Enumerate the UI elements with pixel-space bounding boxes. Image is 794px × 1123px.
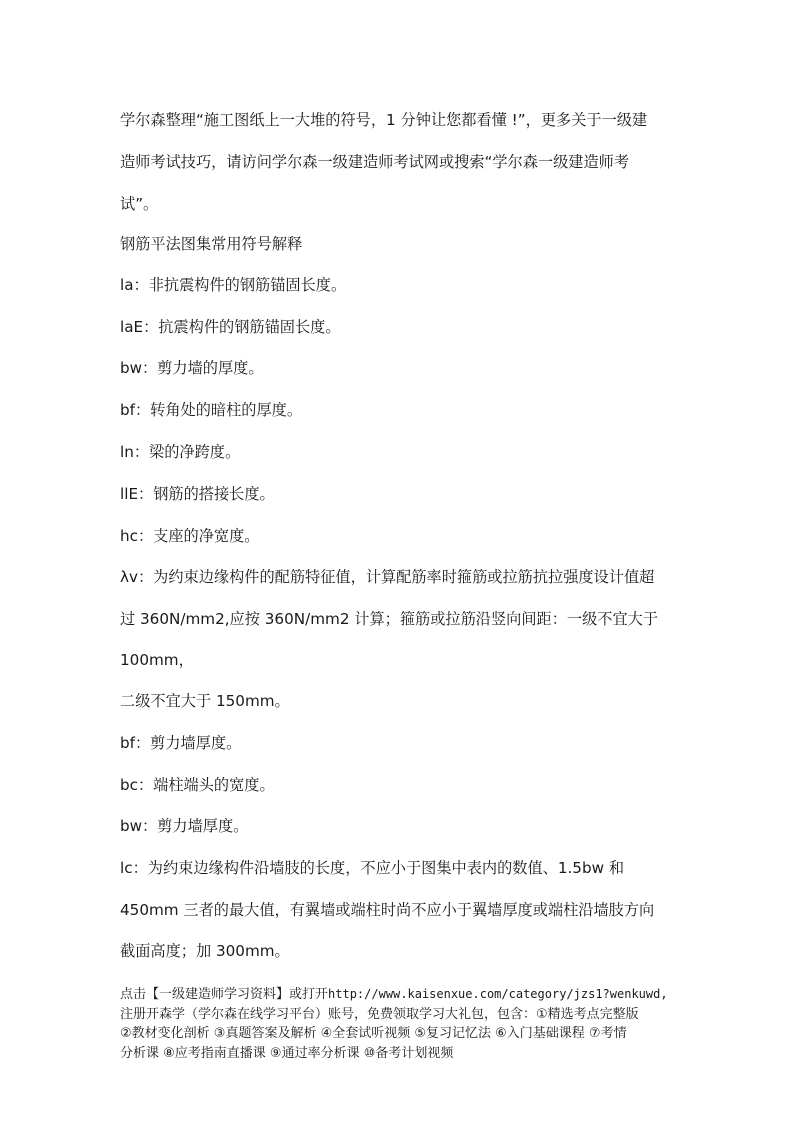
promo-footer — [120, 985, 680, 1063]
definition-lambda-v-line-2: 过 360N/mm2,应按 360N/mm2 计算；箍筋或拉筋沿竖向间距：一级不宜大于 — [120, 610, 659, 628]
definition-lc-line-3: 截面高度；加 300mm。 — [120, 942, 290, 960]
definition-ln: ln：梁的净跨度。 — [120, 443, 241, 461]
intro-line-1: 学尔森整理“施工图纸上一大堆的符号，1 分钟让您都看懂 !”，更多关于一级建 — [120, 111, 648, 129]
intro-line-2: 造师考试技巧，请访问学尔森一级建造师考试网或搜索“学尔森一级建造师考 — [120, 153, 630, 171]
definition-lambda-v-line-3: 100mm， — [120, 651, 194, 669]
promo-line-1 — [120, 985, 680, 1005]
intro-line-3: 试”。 — [120, 195, 159, 213]
definition-lambda-v-line-1: λv：为约束边缘构件的配筋特征值，计算配筋率时箍筋或拉筋抗拉强度设计值超 — [120, 568, 655, 586]
definition-lc-line-2: 450mm 三者的最大值，有翼墙或端柱时尚不应小于翼墙厚度或端柱沿墙肢方向 — [120, 901, 655, 919]
definition-bc: bc：端柱端头的宽度。 — [120, 776, 275, 794]
promo-url-link[interactable]: http://www.kaisenxue.com/category/jzs1?wenkuwd, — [328, 987, 668, 1001]
definition-lc-line-1: lc：为约束边缘构件沿墙肢的长度，不应小于图集中表内的数值、1.5bw 和 — [120, 859, 625, 877]
promo-link-label[interactable]: 点击【一级建造师学习资料】或打开 — [120, 987, 329, 1002]
definition-bw: bw：剪力墙的厚度。 — [120, 359, 264, 377]
definition-lle: llE：钢筋的搭接长度。 — [120, 485, 275, 503]
definition-bf-2: bf：剪力墙厚度。 — [120, 734, 242, 752]
definition-lae: laE：抗震构件的钢筋锚固长度。 — [120, 318, 341, 336]
promo-line-3: ②教材变化剖析 ③真题答案及解析 ④全套试听视频 ⑤复习记忆法 ⑥入门基础课程 ⑦考情 — [120, 1026, 627, 1041]
section-heading: 钢筋平法图集常用符号解释 — [120, 235, 303, 253]
definition-hc: hc：支座的净宽度。 — [120, 527, 260, 545]
definition-bf: bf：转角处的暗柱的厚度。 — [120, 401, 303, 419]
definition-la: la：非抗震构件的钢筋锚固长度。 — [120, 276, 347, 294]
promo-line-4: 分析课 ⑧应考指南直播课 ⑨通过率分析课 ⑩备考计划视频 — [120, 1045, 454, 1061]
definition-lambda-v-line-4: 二级不宜大于 150mm。 — [120, 692, 290, 710]
definition-bw-2: bw：剪力墙厚度。 — [120, 817, 249, 835]
promo-line-2: 注册开森学（学尔森在线学习平台）账号，免费领取学习大礼包，包含：①精选考点完整版 — [120, 1006, 639, 1022]
